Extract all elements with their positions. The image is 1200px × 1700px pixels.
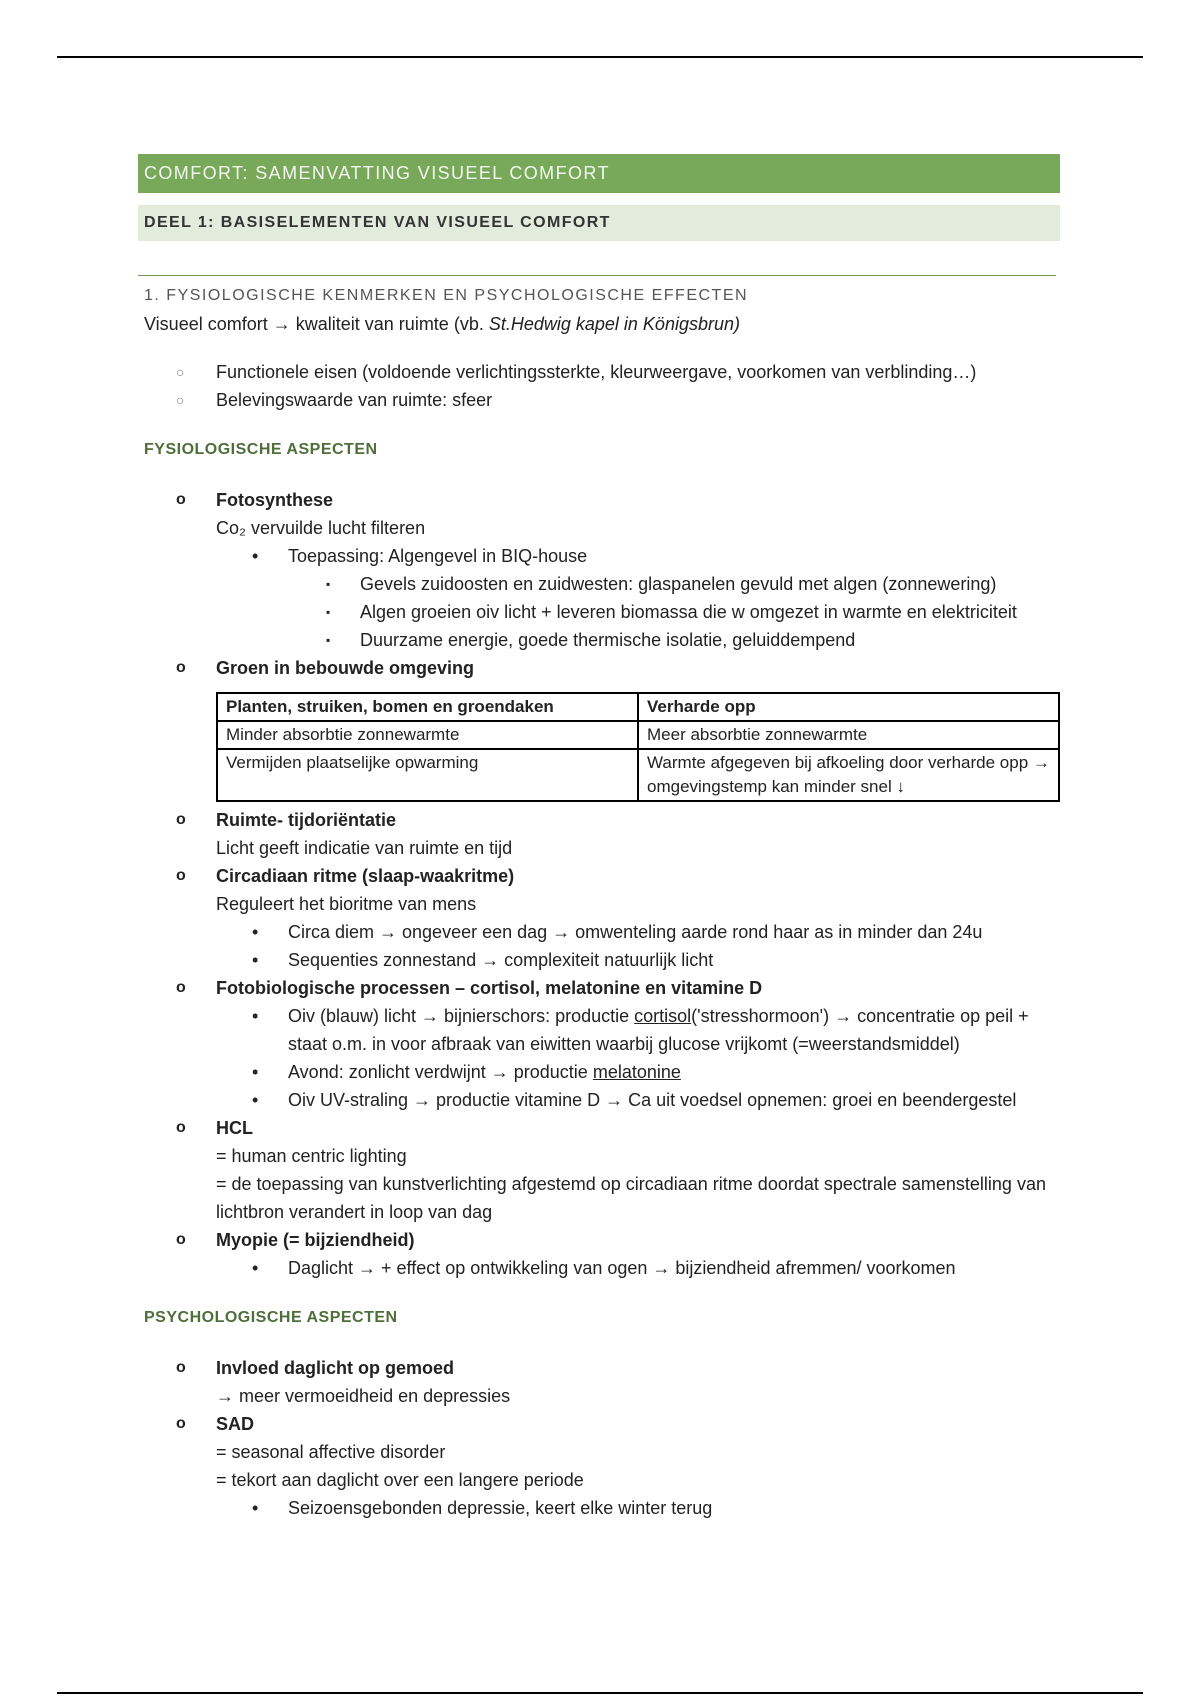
dot-bullet-icon: •	[252, 1006, 259, 1026]
document-title: COMFORT: SAMENVATTING VISUEEL COMFORT	[138, 154, 1060, 193]
table-header-cell: Planten, struiken, bomen en groendaken	[217, 693, 638, 721]
subheading-psychologisch: PSYCHOLOGISCHE ASPECTEN	[144, 1309, 398, 1326]
list-item: • Daglicht → + effect op ontwikkeling van ogen → bijziendheid afremmen/ voorkomen	[138, 1254, 1060, 1282]
text-line: Reguleert het bioritme van mens	[216, 894, 477, 914]
document-body	[138, 154, 1060, 1522]
square-bullet-icon: ▪	[326, 633, 331, 647]
part-heading: DEEL 1: BASISELEMENTEN VAN VISUEEL COMFORT	[138, 205, 1060, 241]
bullet-icon: o	[176, 1415, 186, 1432]
list-item-ruimte: o Ruimte- tijdoriëntatie	[138, 806, 1060, 834]
list-item-fotosynthese: o Fotosynthese	[138, 486, 1060, 514]
list-item-fotobiologisch: o Fotobiologische processen – cortisol, melatonine en vitamine D	[138, 974, 1060, 1002]
dot-bullet-icon: •	[252, 1498, 259, 1518]
square-bullet-icon: ▪	[326, 577, 331, 591]
table-cell: Warmte afgegeven bij afkoeling door verharde opp → omgevingstemp kan minder snel ↓	[638, 749, 1059, 801]
list-item: • Circa diem → ongeveer een dag → omwenteling aarde rond haar as in minder dan 24u	[138, 918, 1060, 946]
list-item-sad: o SAD	[138, 1410, 1060, 1438]
table-row	[217, 721, 1059, 749]
bullet-icon: o	[176, 811, 186, 828]
list-item: • Toepassing: Algengevel in BIQ-house	[138, 542, 1060, 570]
intro-prefix: Visueel comfort	[144, 314, 268, 334]
list-item: ▪ Duurzame energie, goede thermische isolatie, geluiddempend	[138, 626, 1060, 654]
table-cell: Meer absorbtie zonnewarmte	[638, 721, 1059, 749]
text-line: = de toepassing van kunstverlichting afgestemd op circadiaan ritme doordat spectrale samenstelling van lichtbron verandert in loop van dag	[216, 1174, 1046, 1222]
bullet-icon: o	[176, 491, 186, 508]
intro-example: St.Hedwig kapel in Königsbrun)	[488, 314, 740, 334]
bullet-icon: o	[176, 659, 186, 676]
list-item: ▪ Algen groeien oiv licht + leveren biomassa die w omgezet in warmte en elektriciteit	[138, 598, 1060, 626]
list-item: • Sequenties zonnestand → complexiteit natuurlijk licht	[138, 946, 1060, 974]
list-item-groen: o Groen in bebouwde omgeving	[138, 654, 1060, 682]
term-melatonine: melatonine	[592, 1062, 681, 1082]
section-title: 1. FYSIOLOGISCHE KENMERKEN EN PSYCHOLOGISCHE EFFECTEN	[144, 287, 749, 304]
bullet-icon: o	[176, 867, 186, 884]
intro-main: kwaliteit van ruimte (vb.	[295, 314, 484, 334]
arrow-icon: →	[272, 314, 291, 334]
table-header-cell: Verharde opp	[638, 693, 1059, 721]
table-row	[217, 749, 1059, 801]
list-item: • Seizoensgebonden depressie, keert elke winter terug	[138, 1494, 1060, 1522]
list-item-myopie: o Myopie (= bijziendheid)	[138, 1226, 1060, 1254]
bullet-icon: o	[176, 979, 186, 996]
hollow-bullet-icon: ○	[176, 364, 185, 380]
square-bullet-icon: ▪	[326, 605, 331, 619]
list-item: • Avond: zonlicht verdwijnt → productie melatonine	[138, 1058, 1060, 1086]
dot-bullet-icon: •	[252, 1090, 259, 1110]
text-line: Co₂ vervuilde lucht filteren	[216, 518, 426, 538]
text-line: = tekort aan daglicht over een langere periode	[216, 1470, 584, 1490]
table-header-row	[217, 693, 1059, 721]
text-line: = human centric lighting	[216, 1146, 407, 1166]
list-item-circadiaan: o Circadiaan ritme (slaap-waakritme)	[138, 862, 1060, 890]
table-cell: Minder absorbtie zonnewarmte	[217, 721, 638, 749]
bullet-icon: o	[176, 1359, 186, 1376]
footer-rule	[57, 1692, 1143, 1694]
list-item-hcl: o HCL	[138, 1114, 1060, 1142]
subheading-fysiologisch: FYSIOLOGISCHE ASPECTEN	[144, 441, 378, 458]
dot-bullet-icon: •	[252, 922, 259, 942]
dot-bullet-icon: •	[252, 546, 259, 566]
hollow-bullet-icon: ○	[176, 392, 185, 408]
text-line: = seasonal affective disorder	[216, 1442, 446, 1462]
bullet-icon: o	[176, 1119, 186, 1136]
dot-bullet-icon: •	[252, 1258, 259, 1278]
bullet-icon: o	[176, 1231, 186, 1248]
list-item: ▪ Gevels zuidoosten en zuidwesten: glaspanelen gevuld met algen (zonnewering)	[138, 570, 1060, 598]
list-item: • Oiv UV-straling → productie vitamine D → Ca uit voedsel opnemen: groei en beendergestel	[138, 1086, 1060, 1114]
term-cortisol: cortisol	[634, 1006, 692, 1026]
section-divider	[138, 275, 1056, 276]
dot-bullet-icon: •	[252, 950, 259, 970]
list-item: • Oiv (blauw) licht → bijnierschors: productie cortisol('stresshormoon') → concentratie op peil + staat o.m. in voor afbraak van eiwitten waarbij glucose vrijkomt (=weerstandsmiddel)	[138, 1002, 1060, 1058]
text-line: Licht geeft indicatie van ruimte en tijd	[216, 838, 513, 858]
list-item: ○ Belevingswaarde van ruimte: sfeer	[138, 386, 1060, 414]
table-cell: Vermijden plaatselijke opwarming	[217, 749, 638, 801]
dot-bullet-icon: •	[252, 1062, 259, 1082]
list-item-invloed: o Invloed daglicht op gemoed	[138, 1354, 1060, 1382]
text-line: → meer vermoeidheid en depressies	[216, 1386, 511, 1406]
header-rule	[57, 56, 1143, 58]
intro-line	[138, 310, 1060, 338]
list-item: ○ Functionele eisen (voldoende verlichtingssterkte, kleurweergave, voorkomen van verblinding…)	[138, 358, 1060, 386]
comparison-table	[216, 692, 1060, 802]
